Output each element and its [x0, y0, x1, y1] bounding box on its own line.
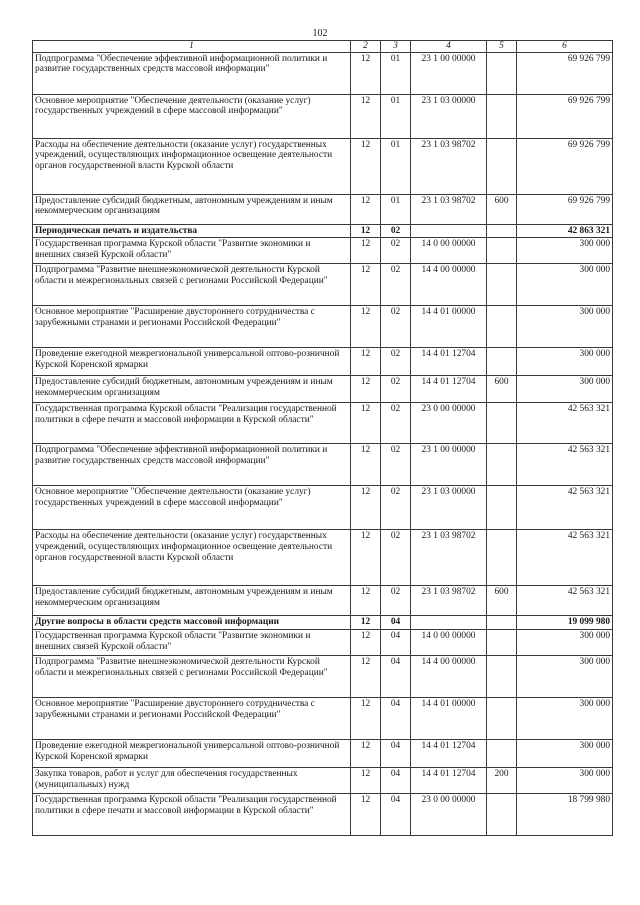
- table-row: [33, 238, 613, 264]
- row-name: Подпрограмма "Развитие внешнеэкономической деятельности Курской области и межрегиональных связей с регионами Российской Федерации": [33, 264, 351, 306]
- row-amount: 300 000: [517, 768, 613, 794]
- table-row: [33, 768, 613, 794]
- row-target-article: 14 4 00 00000: [411, 264, 487, 306]
- row-amount: 18 799 980: [517, 794, 613, 836]
- row-subsection-code: 01: [381, 138, 411, 194]
- row-expense-type: 600: [487, 586, 517, 616]
- row-amount: 300 000: [517, 698, 613, 740]
- row-amount: 19 099 980: [517, 616, 613, 630]
- row-section-code: 12: [351, 306, 381, 348]
- row-name: Периодическая печать и издательства: [33, 224, 351, 238]
- row-amount: 300 000: [517, 348, 613, 376]
- table-row: [33, 94, 613, 138]
- row-expense-type: [487, 52, 517, 94]
- table-row: [33, 486, 613, 530]
- row-expense-type: 600: [487, 194, 517, 224]
- row-subsection-code: 04: [381, 630, 411, 656]
- row-section-code: 12: [351, 616, 381, 630]
- row-subsection-code: 02: [381, 376, 411, 403]
- row-expense-type: [487, 348, 517, 376]
- row-section-code: 12: [351, 194, 381, 224]
- row-target-article: [411, 616, 487, 630]
- row-amount: 300 000: [517, 376, 613, 403]
- row-target-article: 23 1 03 00000: [411, 486, 487, 530]
- table-row: [33, 264, 613, 306]
- header-col-3: 3: [381, 41, 411, 53]
- row-target-article: 23 1 03 00000: [411, 94, 487, 138]
- row-subsection-code: 02: [381, 403, 411, 444]
- table-row: [33, 138, 613, 194]
- row-target-article: 14 4 01 12704: [411, 768, 487, 794]
- row-subsection-code: 02: [381, 224, 411, 238]
- row-subsection-code: 02: [381, 444, 411, 486]
- row-name: Государственная программа Курской области "Развитие экономики и внешних связей Курской области": [33, 238, 351, 264]
- row-target-article: 23 1 03 98702: [411, 586, 487, 616]
- row-amount: 69 926 799: [517, 52, 613, 94]
- row-amount: 42 563 321: [517, 586, 613, 616]
- table-row: [33, 376, 613, 403]
- row-section-code: 12: [351, 376, 381, 403]
- row-subsection-code: 02: [381, 306, 411, 348]
- row-amount: 300 000: [517, 306, 613, 348]
- row-target-article: 14 4 00 00000: [411, 656, 487, 698]
- row-expense-type: [487, 794, 517, 836]
- row-subsection-code: 02: [381, 530, 411, 586]
- row-expense-type: [487, 656, 517, 698]
- row-section-code: 12: [351, 768, 381, 794]
- row-section-code: 12: [351, 740, 381, 768]
- row-section-code: 12: [351, 238, 381, 264]
- header-col-4: 4: [411, 41, 487, 53]
- row-amount: 42 563 321: [517, 486, 613, 530]
- row-name: Проведение ежегодной межрегиональной универсальной оптово-розничной Курской Коренской ярмарки: [33, 740, 351, 768]
- row-section-code: 12: [351, 224, 381, 238]
- table-row: [33, 630, 613, 656]
- row-section-code: 12: [351, 530, 381, 586]
- table-row: [33, 586, 613, 616]
- row-name: Государственная программа Курской области "Реализация государственной политики в сфере печати и массовой информации в Курской области": [33, 403, 351, 444]
- row-amount: 42 863 321: [517, 224, 613, 238]
- row-subsection-code: 02: [381, 586, 411, 616]
- row-section-code: 12: [351, 264, 381, 306]
- row-target-article: 23 1 03 98702: [411, 530, 487, 586]
- row-subsection-code: 04: [381, 740, 411, 768]
- row-expense-type: [487, 94, 517, 138]
- row-amount: 300 000: [517, 264, 613, 306]
- row-subsection-code: 04: [381, 794, 411, 836]
- row-expense-type: [487, 486, 517, 530]
- row-name: Предоставление субсидий бюджетным, автономным учреждениям и иным некоммерческим организациям: [33, 376, 351, 403]
- row-amount: 42 563 321: [517, 530, 613, 586]
- row-target-article: 23 1 00 00000: [411, 52, 487, 94]
- row-name: Закупка товаров, работ и услуг для обеспечения государственных (муниципальных) нужд: [33, 768, 351, 794]
- row-name: Расходы на обеспечение деятельности (оказание услуг) государственных учреждений, осуществляющих информационное освещение деятельности органов государственной власти Курской области: [33, 138, 351, 194]
- row-expense-type: [487, 444, 517, 486]
- row-target-article: 23 0 00 00000: [411, 794, 487, 836]
- row-name: Основное мероприятие "Обеспечение деятельности (оказание услуг) государственных учреждений в сфере массовой информации": [33, 486, 351, 530]
- table-row: [33, 306, 613, 348]
- table-row: [33, 224, 613, 238]
- table-row: [33, 698, 613, 740]
- row-name: Предоставление субсидий бюджетным, автономным учреждениям и иным некоммерческим организациям: [33, 586, 351, 616]
- row-expense-type: [487, 264, 517, 306]
- table-row: [33, 616, 613, 630]
- header-row: [33, 41, 613, 53]
- row-section-code: 12: [351, 403, 381, 444]
- row-section-code: 12: [351, 52, 381, 94]
- row-expense-type: [487, 616, 517, 630]
- row-subsection-code: 02: [381, 348, 411, 376]
- row-target-article: 14 4 01 00000: [411, 306, 487, 348]
- row-amount: 69 926 799: [517, 94, 613, 138]
- row-target-article: 14 4 01 12704: [411, 740, 487, 768]
- row-expense-type: [487, 740, 517, 768]
- row-amount: 69 926 799: [517, 138, 613, 194]
- row-expense-type: 200: [487, 768, 517, 794]
- row-section-code: 12: [351, 444, 381, 486]
- table-row: [33, 444, 613, 486]
- row-section-code: 12: [351, 348, 381, 376]
- row-target-article: 23 1 03 98702: [411, 194, 487, 224]
- row-name: Подпрограмма "Развитие внешнеэкономической деятельности Курской области и межрегиональных связей с регионами Российской Федерации": [33, 656, 351, 698]
- row-section-code: 12: [351, 486, 381, 530]
- row-subsection-code: 01: [381, 94, 411, 138]
- row-amount: 69 926 799: [517, 194, 613, 224]
- row-target-article: 14 0 00 00000: [411, 238, 487, 264]
- row-expense-type: [487, 403, 517, 444]
- row-subsection-code: 02: [381, 486, 411, 530]
- row-target-article: 14 4 01 12704: [411, 376, 487, 403]
- row-amount: 300 000: [517, 630, 613, 656]
- page-number: 102: [312, 28, 328, 39]
- row-section-code: 12: [351, 94, 381, 138]
- row-name: Подпрограмма "Обеспечение эффективной информационной политики и развитие государственных средств массовой информации": [33, 444, 351, 486]
- row-name: Предоставление субсидий бюджетным, автономным учреждениям и иным некоммерческим организациям: [33, 194, 351, 224]
- row-expense-type: [487, 630, 517, 656]
- row-section-code: 12: [351, 138, 381, 194]
- row-section-code: 12: [351, 630, 381, 656]
- row-target-article: 14 4 01 12704: [411, 348, 487, 376]
- table-row: [33, 740, 613, 768]
- row-subsection-code: 04: [381, 698, 411, 740]
- row-subsection-code: 02: [381, 238, 411, 264]
- row-expense-type: [487, 224, 517, 238]
- row-name: Расходы на обеспечение деятельности (оказание услуг) государственных учреждений, осуществляющих информационное освещение деятельности органов государственной власти Курской области: [33, 530, 351, 586]
- header-col-6: 6: [517, 41, 613, 53]
- row-expense-type: [487, 530, 517, 586]
- row-section-code: 12: [351, 586, 381, 616]
- row-subsection-code: 01: [381, 52, 411, 94]
- row-target-article: 14 0 00 00000: [411, 630, 487, 656]
- row-amount: 42 563 321: [517, 444, 613, 486]
- row-section-code: 12: [351, 698, 381, 740]
- row-expense-type: 600: [487, 376, 517, 403]
- row-name: Государственная программа Курской области "Развитие экономики и внешних связей Курской области": [33, 630, 351, 656]
- budget-table: [32, 40, 613, 836]
- row-subsection-code: 04: [381, 656, 411, 698]
- row-name: Проведение ежегодной межрегиональной универсальной оптово-розничной Курской Коренской ярмарки: [33, 348, 351, 376]
- row-target-article: 23 1 00 00000: [411, 444, 487, 486]
- header-col-5: 5: [487, 41, 517, 53]
- row-subsection-code: 04: [381, 616, 411, 630]
- table-row: [33, 52, 613, 94]
- row-section-code: 12: [351, 656, 381, 698]
- row-subsection-code: 04: [381, 768, 411, 794]
- table-row: [33, 194, 613, 224]
- row-name: Основное мероприятие "Расширение двустороннего сотрудничества с зарубежными странами и регионами Российской Федерации": [33, 698, 351, 740]
- row-name: Основное мероприятие "Расширение двустороннего сотрудничества с зарубежными странами и регионами Российской Федерации": [33, 306, 351, 348]
- row-name: Государственная программа Курской области "Реализация государственной политики в сфере печати и массовой информации в Курской области": [33, 794, 351, 836]
- header-col-1: 1: [33, 41, 351, 53]
- row-amount: 300 000: [517, 238, 613, 264]
- row-name: Подпрограмма "Обеспечение эффективной информационной политики и развитие государственных средств массовой информации": [33, 52, 351, 94]
- row-amount: 300 000: [517, 656, 613, 698]
- row-target-article: 23 0 00 00000: [411, 403, 487, 444]
- row-amount: 42 563 321: [517, 403, 613, 444]
- table-row: [33, 530, 613, 586]
- row-target-article: 23 1 03 98702: [411, 138, 487, 194]
- table-row: [33, 348, 613, 376]
- row-section-code: 12: [351, 794, 381, 836]
- row-expense-type: [487, 698, 517, 740]
- row-expense-type: [487, 138, 517, 194]
- table-row: [33, 794, 613, 836]
- header-col-2: 2: [351, 41, 381, 53]
- row-name: Другие вопросы в области средств массовой информации: [33, 616, 351, 630]
- row-target-article: [411, 224, 487, 238]
- table-row: [33, 403, 613, 444]
- row-amount: 300 000: [517, 740, 613, 768]
- row-subsection-code: 02: [381, 264, 411, 306]
- row-expense-type: [487, 238, 517, 264]
- row-name: Основное мероприятие "Обеспечение деятельности (оказание услуг) государственных учреждений в сфере массовой информации": [33, 94, 351, 138]
- row-expense-type: [487, 306, 517, 348]
- row-subsection-code: 01: [381, 194, 411, 224]
- table-row: [33, 656, 613, 698]
- row-target-article: 14 4 01 00000: [411, 698, 487, 740]
